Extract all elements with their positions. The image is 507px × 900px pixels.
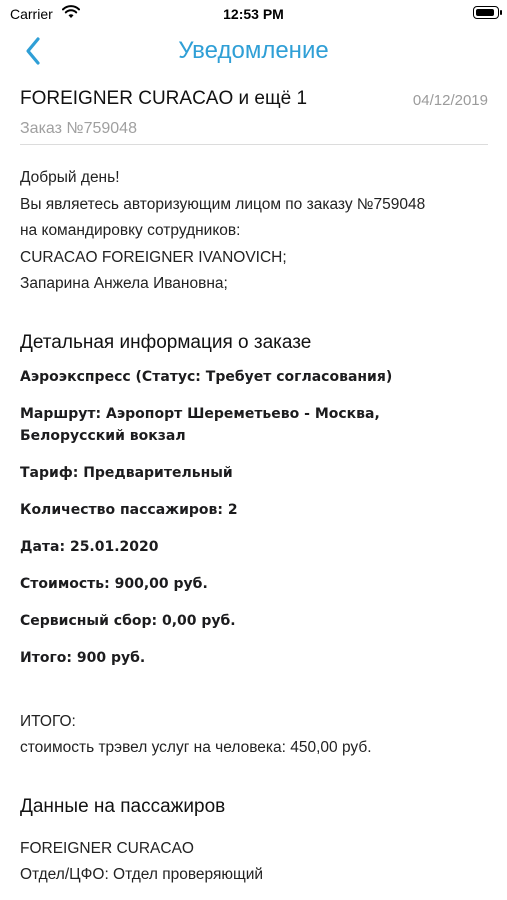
order-header	[20, 88, 488, 118]
per-person-cost: стоимость трэвел услуг на человека: 450,00 руб.	[20, 739, 372, 756]
tariff-detail: Тариф: Предварительный	[20, 464, 233, 481]
battery-level	[476, 9, 494, 16]
service-fee: Сервисный сбор: 0,00 руб.	[20, 612, 236, 629]
trip-date: Дата: 25.01.2020	[20, 538, 159, 555]
details-heading: Детальная информация о заказе	[20, 331, 312, 353]
battery-icon	[473, 6, 499, 19]
order-number: Заказ №759048	[20, 120, 137, 137]
page-title: Уведомление	[178, 37, 329, 64]
status-time: 12:53 PM	[223, 6, 284, 22]
totals-label: ИТОГО:	[20, 712, 76, 730]
order-title: FOREIGNER CURACAO и ещё 1	[20, 88, 308, 109]
cost-detail: Стоимость: 900,00 руб.	[20, 575, 208, 592]
divider	[20, 144, 488, 145]
message-body	[20, 165, 488, 298]
message-line: Вы являетесь авторизующим лицом по заказу №759048	[20, 195, 426, 213]
navigation-bar	[0, 28, 507, 74]
carrier-label: Carrier	[10, 6, 53, 22]
notification-content	[20, 88, 488, 889]
message-line: Запарина Анжела Ивановна;	[20, 275, 228, 292]
passenger-name: FOREIGNER CURACAO	[20, 839, 194, 857]
service-status: Аэроэкспресс (Статус: Требует согласования)	[20, 368, 393, 385]
message-line: CURACAO FOREIGNER IVANOVICH;	[20, 248, 287, 266]
order-date: 04/12/2019	[412, 92, 488, 109]
passengers-count: Количество пассажиров: 2	[20, 501, 238, 518]
route-detail: Маршрут: Аэропорт Шереметьево - Москва, Белорусский вокзал	[20, 405, 380, 444]
total-detail: Итого: 900 руб.	[20, 649, 146, 666]
status-bar	[0, 0, 507, 28]
passenger-department: Отдел/ЦФО: Отдел проверяющий	[20, 866, 264, 883]
passengers-heading: Данные на пассажиров	[20, 795, 226, 817]
totals-block	[20, 709, 488, 762]
message-line: на командировку сотрудников:	[20, 222, 241, 239]
message-line: Добрый день!	[20, 169, 120, 186]
passenger-info	[20, 836, 488, 889]
